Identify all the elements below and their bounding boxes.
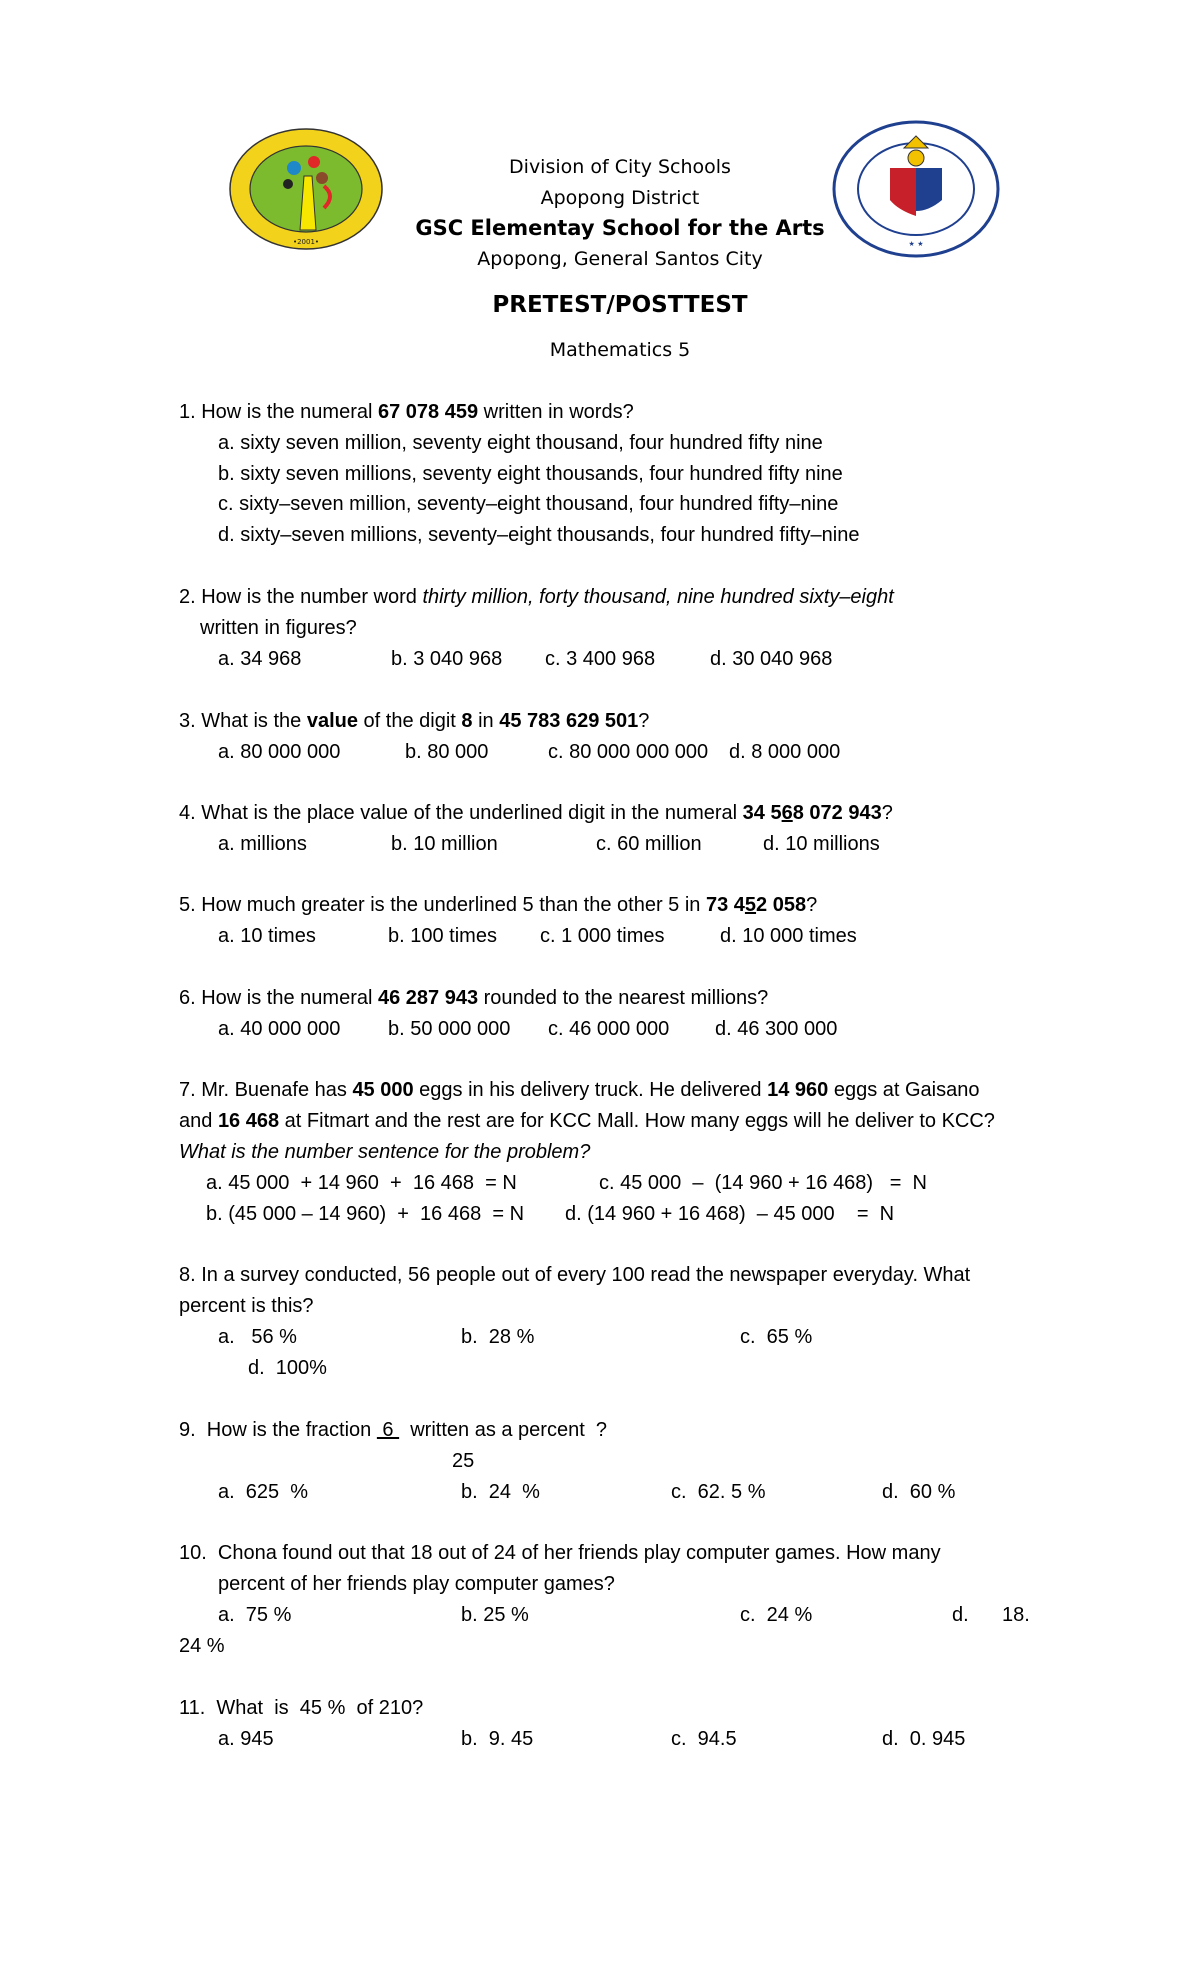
question-8-stem-line2: percent is this? [179, 1295, 314, 1317]
q9-choice-d: d. 60 % [882, 1481, 956, 1503]
question-7-stem-line1: 7. Mr. Buenafe has 45 000 eggs in his delivery truck. He delivered 14 960 eggs at Gaisano [179, 1079, 980, 1101]
q2-choice-c: c. 3 400 968 [545, 648, 656, 670]
question-8-stem-line1: 8. In a survey conducted, 56 people out of every 100 read the newspaper everyday. What [179, 1264, 971, 1286]
school-address: Apopong, General Santos City [477, 248, 763, 270]
q6-choice-b: b. 50 000 000 [388, 1018, 511, 1040]
q10-choice-b: b. 25 % [461, 1604, 529, 1626]
division-heading: Division of City Schools [509, 156, 731, 178]
question-6-stem: 6. How is the numeral 46 287 943 rounded to the nearest millions? [179, 987, 769, 1009]
q6-choice-a: a. 40 000 000 [218, 1018, 341, 1040]
question-9-stem: 9. How is the fraction 6 written as a percent ? [179, 1419, 608, 1441]
q4-choice-c: c. 60 million [596, 833, 702, 855]
question-2-stem: 2. How is the number word thirty million, forty thousand, nine hundred sixty–eight [179, 586, 894, 608]
q3-choice-a: a. 80 000 000 [218, 741, 341, 763]
q1-choice-c: c. sixty–seven million, seventy–eight thousand, four hundred fifty–nine [218, 493, 839, 515]
question-7-stem-line2: and 16 468 at Fitmart and the rest are for KCC Mall. How many eggs will he deliver to KCC? [179, 1110, 995, 1132]
q8-choice-a: a. 56 % [218, 1326, 297, 1348]
question-10-stem-line1: 10. Chona found out that 18 out of 24 of her friends play computer games. How many [179, 1542, 941, 1564]
q1-choice-d: d. sixty–seven millions, seventy–eight thousands, four hundred fifty–nine [218, 524, 860, 546]
question-1-stem: 1. How is the numeral 67 078 459 written in words? [179, 401, 634, 423]
q3-choice-b: b. 80 000 [405, 741, 489, 763]
q11-choice-a: a. 945 [218, 1728, 274, 1750]
q11-choice-b: b. 9. 45 [461, 1728, 534, 1750]
question-10-stem-line2: percent of her friends play computer games? [218, 1573, 615, 1595]
q7-choice-a: a. 45 000 + 14 960 + 16 468 = N [206, 1172, 517, 1194]
q4-choice-a: a. millions [218, 833, 307, 855]
q5-choice-b: b. 100 times [388, 925, 497, 947]
q6-choice-d: d. 46 300 000 [715, 1018, 838, 1040]
q7-choice-c: c. 45 000 – (14 960 + 16 468) = N [599, 1172, 927, 1194]
q2-choice-b: b. 3 040 968 [391, 648, 503, 670]
svg-text:★ ★: ★ ★ [908, 240, 924, 248]
question-4-stem: 4. What is the place value of the underlined digit in the numeral 34 568 072 943? [179, 802, 893, 824]
q2-choice-d: d. 30 040 968 [710, 648, 833, 670]
q9-choice-c: c. 62. 5 % [671, 1481, 766, 1503]
q7-choice-d: d. (14 960 + 16 468) – 45 000 = N [565, 1203, 895, 1225]
q11-choice-d: d. 0. 945 [882, 1728, 966, 1750]
q5-choice-a: a. 10 times [218, 925, 316, 947]
test-title: PRETEST/POSTTEST [492, 292, 748, 318]
q10-choice-a: a. 75 % [218, 1604, 292, 1626]
q9-choice-b: b. 24 % [461, 1481, 540, 1503]
q8-choice-c: c. 65 % [740, 1326, 813, 1348]
subject-label: Mathematics 5 [549, 339, 691, 361]
q11-choice-c: c. 94.5 [671, 1728, 737, 1750]
q7-choice-b: b. (45 000 – 14 960) + 16 468 = N [206, 1203, 525, 1225]
q4-choice-d: d. 10 millions [763, 833, 880, 855]
question-2-stem-cont: written in figures? [200, 617, 357, 639]
q4-choice-b: b. 10 million [391, 833, 498, 855]
question-3-stem: 3. What is the value of the digit 8 in 45 783 629 501? [179, 710, 650, 732]
svg-text:•2001•: •2001• [292, 238, 320, 246]
question-5-stem: 5. How much greater is the underlined 5 than the other 5 in 73 452 058? [179, 894, 818, 916]
district-heading: Apopong District [540, 187, 700, 209]
q1-choice-b: b. sixty seven millions, seventy eight thousands, four hundred fifty nine [218, 463, 843, 485]
q10-choice-d-label: d. [952, 1604, 969, 1626]
q10-choice-c: c. 24 % [740, 1604, 813, 1626]
q2-choice-a: a. 34 968 [218, 648, 302, 670]
q5-choice-d: d. 10 000 times [720, 925, 857, 947]
q9-choice-a: a. 625 % [218, 1481, 309, 1503]
q9-fraction-denominator: 25 [452, 1450, 475, 1472]
q3-choice-d: d. 8 000 000 [729, 741, 841, 763]
q5-choice-c: c. 1 000 times [540, 925, 665, 947]
q8-choice-b: b. 28 % [461, 1326, 535, 1348]
q3-choice-c: c. 80 000 000 000 [548, 741, 709, 763]
q8-choice-d: d. 100% [248, 1357, 327, 1379]
q10-choice-d-value: 18. [1002, 1604, 1030, 1626]
question-7-stem-line3: What is the number sentence for the problem? [179, 1141, 591, 1163]
question-11-stem: 11. What is 45 % of 210? [179, 1697, 424, 1719]
school-seal-logo [226, 126, 386, 252]
q1-choice-a: a. sixty seven million, seventy eight thousand, four hundred fifty nine [218, 432, 823, 454]
q6-choice-c: c. 46 000 000 [548, 1018, 670, 1040]
q10-choice-wrap: 24 % [179, 1635, 225, 1657]
school-name: GSC Elementay School for the Arts [415, 216, 825, 240]
